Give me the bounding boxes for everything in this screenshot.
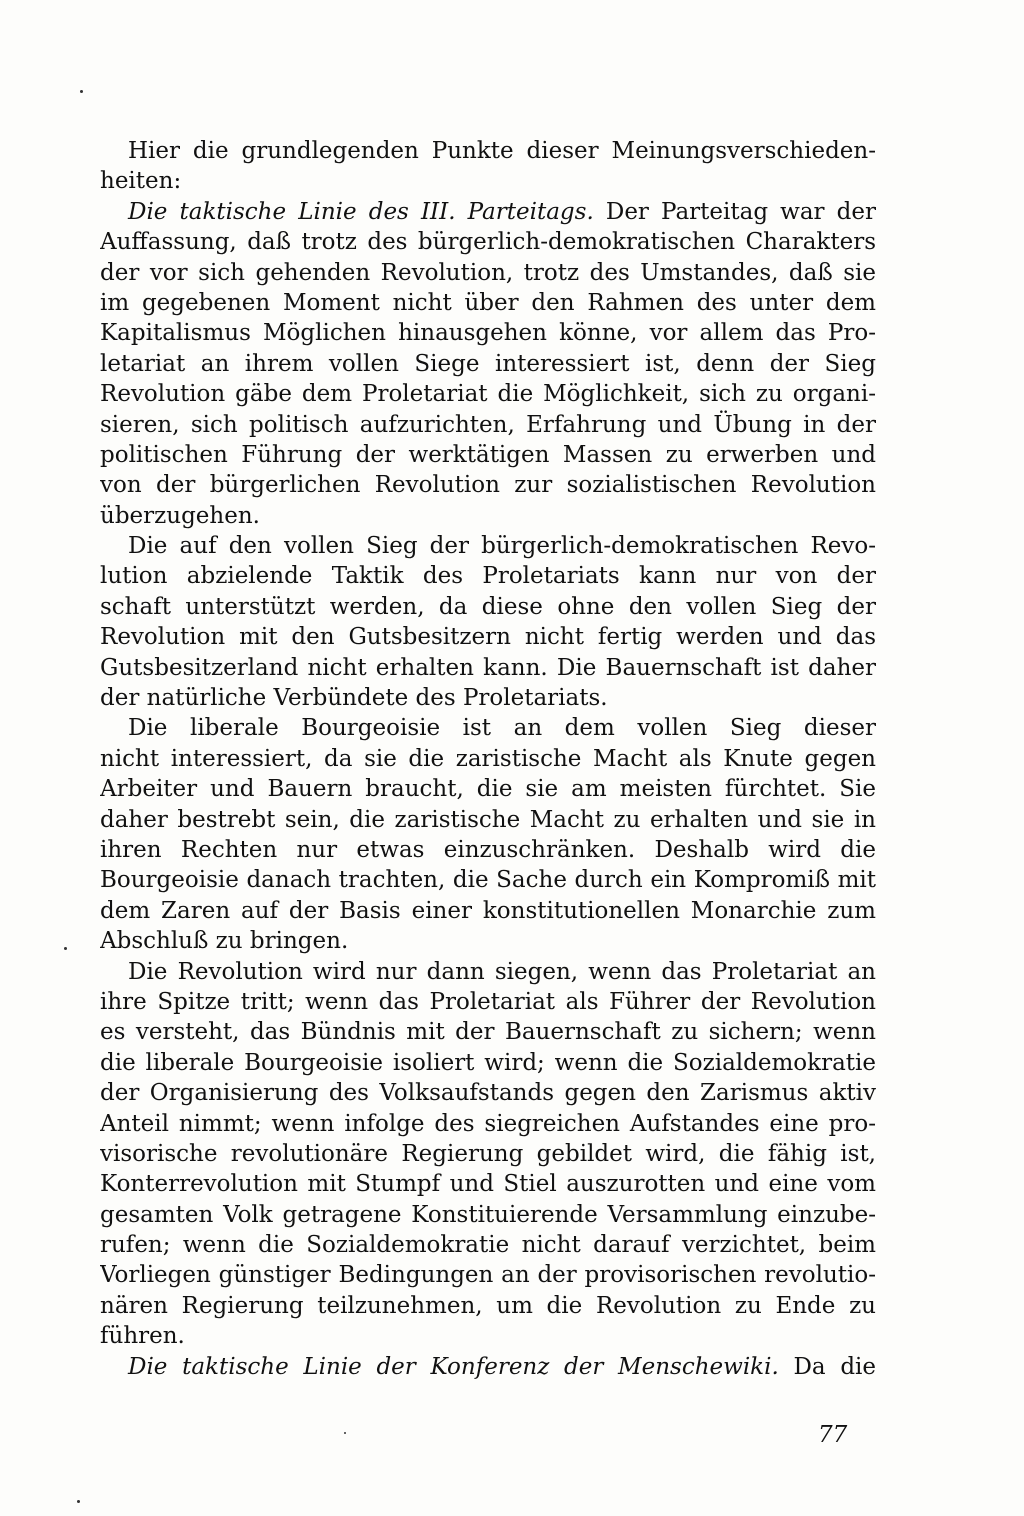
line-text: rufen; wenn die Sozialdemokratie nicht darauf verzichtet, beim (100, 1232, 876, 1259)
line-text: Hier die grundlegenden Punkte dieser Meinungsverschieden- (128, 138, 876, 164)
line-text: Revolution gäbe dem Proletariat die Möglichkeit, sich zu organi- (100, 381, 876, 408)
page-number: 77 (818, 1422, 848, 1448)
line-text: nicht interessiert, da sie die zaristische Macht als Knute gegen (100, 745, 876, 772)
line-text: Die auf den vollen Sieg der bürgerlich-demokratischen Revo- (128, 533, 876, 560)
line-text: von der bürgerlichen Revolution zur sozialistischen Revolution (100, 472, 876, 499)
text-line (100, 713, 876, 743)
body-text (100, 136, 876, 1382)
line-text: Der Parteitag war der (593, 198, 876, 225)
text-line (100, 258, 876, 288)
text-line (100, 561, 876, 591)
text-line (100, 1230, 876, 1260)
line-text: gesamten Volk getragene Konstituierende Versammlung einzube- (100, 1201, 876, 1228)
print-speck (80, 90, 83, 93)
line-text: Bourgeoisie danach trachten, die Sache durch ein Kompromiß mit (100, 867, 876, 894)
text-line (100, 926, 876, 956)
line-text: lution abzielende Taktik des Proletariats kann nur von der (100, 563, 876, 590)
line-text: politischen Führung der werktätigen Massen zu erwerben und (100, 441, 876, 468)
line-text: der natürliche Verbündete des Proletariats. (100, 685, 608, 712)
line-text: nären Regierung teilzunehmen, um die Revolution zu Ende zu (100, 1292, 876, 1319)
italic-heading: Die taktische Linie des III. Parteitags. (128, 198, 594, 225)
text-line (100, 379, 876, 409)
line-text: ihren Rechten nur etwas einzuschränken. Deshalb wird die (100, 836, 876, 863)
line-text: führen. (100, 1323, 185, 1350)
text-line (100, 774, 876, 804)
text-line (100, 440, 876, 470)
line-text: die liberale Bourgeoisie isoliert wird; wenn die Sozialdemokratie (100, 1049, 876, 1076)
line-text: Gutsbesitzerland nicht erhalten kann. Die Bauernschaft ist daher (100, 654, 876, 681)
line-text: ihre Spitze tritt; wenn das Proletariat als Führer der Revolution (100, 988, 876, 1015)
line-text: Die liberale Bourgeoisie ist an dem vollen Sieg dieser (128, 715, 876, 742)
text-line (100, 1169, 876, 1199)
line-text: schaft unterstützt werden, da diese ohne den vollen Sieg der (100, 593, 876, 620)
text-line (100, 166, 876, 196)
italic-heading: Die taktische Linie der Konferenz der Menschewiki. (128, 1353, 779, 1380)
text-line (100, 622, 876, 652)
line-text: dem Zaren auf der Basis einer konstitutionellen Monarchie zum (100, 897, 876, 924)
text-line (100, 1048, 876, 1078)
line-text: überzugehen. (100, 502, 260, 529)
text-line (100, 1291, 876, 1321)
text-line (100, 1200, 876, 1230)
text-line (100, 1017, 876, 1047)
line-text: Anteil nimmt; wenn infolge des siegreichen Aufstandes eine pro- (100, 1110, 876, 1137)
line-text: Kapitalismus Möglichen hinausgehen könne, vor allem das Pro- (100, 320, 876, 347)
text-line (100, 1139, 876, 1169)
text-line (100, 805, 876, 835)
text-line (100, 227, 876, 257)
text-line (100, 470, 876, 500)
text-line (100, 987, 876, 1017)
text-line (100, 288, 876, 318)
line-text: Abschluß zu bringen. (100, 928, 349, 955)
text-line (100, 957, 876, 987)
line-text: Auffassung, daß trotz des bürgerlich-demokratischen Charakters (100, 229, 876, 256)
line-text: heiten: (100, 168, 182, 195)
line-text: Vorliegen günstiger Bedingungen an der provisorischen revolutio- (100, 1262, 876, 1289)
print-speck (344, 1432, 346, 1434)
line-text: es versteht, das Bündnis mit der Bauernschaft zu sichern; wenn (100, 1019, 876, 1046)
text-line (100, 744, 876, 774)
text-line (100, 1078, 876, 1108)
line-text: im gegebenen Moment nicht über den Rahmen des unter dem (100, 289, 876, 316)
text-line (100, 1109, 876, 1139)
text-line (100, 896, 876, 926)
text-line (100, 318, 876, 348)
line-text: Konterrevolution mit Stumpf und Stiel auszurotten und eine vom (100, 1171, 876, 1198)
line-text: der vor sich gehenden Revolution, trotz des Umstandes, daß sie (100, 259, 876, 286)
line-text: visorische revolutionäre Regierung gebildet wird, die fähig ist, (100, 1140, 876, 1167)
text-line (100, 197, 876, 227)
line-text: letariat an ihrem vollen Siege interessiert ist, denn der Sieg (100, 350, 876, 377)
text-line (100, 592, 876, 622)
line-text: Arbeiter und Bauern braucht, die sie am meisten fürchtet. Sie (100, 776, 876, 803)
text-line (100, 501, 876, 531)
text-line (100, 531, 876, 561)
text-line (100, 653, 876, 683)
print-speck (64, 947, 67, 950)
line-text: Revolution mit den Gutsbesitzern nicht fertig werden und das (100, 624, 876, 651)
text-line (100, 410, 876, 440)
text-line (100, 1321, 876, 1351)
line-text: daher bestrebt sein, die zaristische Macht zu erhalten und sie in (100, 806, 876, 833)
line-text: Da die (793, 1353, 876, 1380)
line-text: der Organisierung des Volksaufstands gegen den Zarismus aktiv (100, 1080, 876, 1107)
text-line (100, 1260, 876, 1290)
text-line (100, 835, 876, 865)
line-text: Die Revolution wird nur dann siegen, wenn das Proletariat an (128, 958, 876, 985)
text-line (100, 683, 876, 713)
text-line (100, 865, 876, 895)
print-speck (77, 1500, 80, 1503)
text-line (100, 1352, 876, 1382)
line-text: sieren, sich politisch aufzurichten, Erfahrung und Übung in der (100, 411, 876, 438)
text-line (100, 349, 876, 379)
text-line (100, 136, 876, 166)
